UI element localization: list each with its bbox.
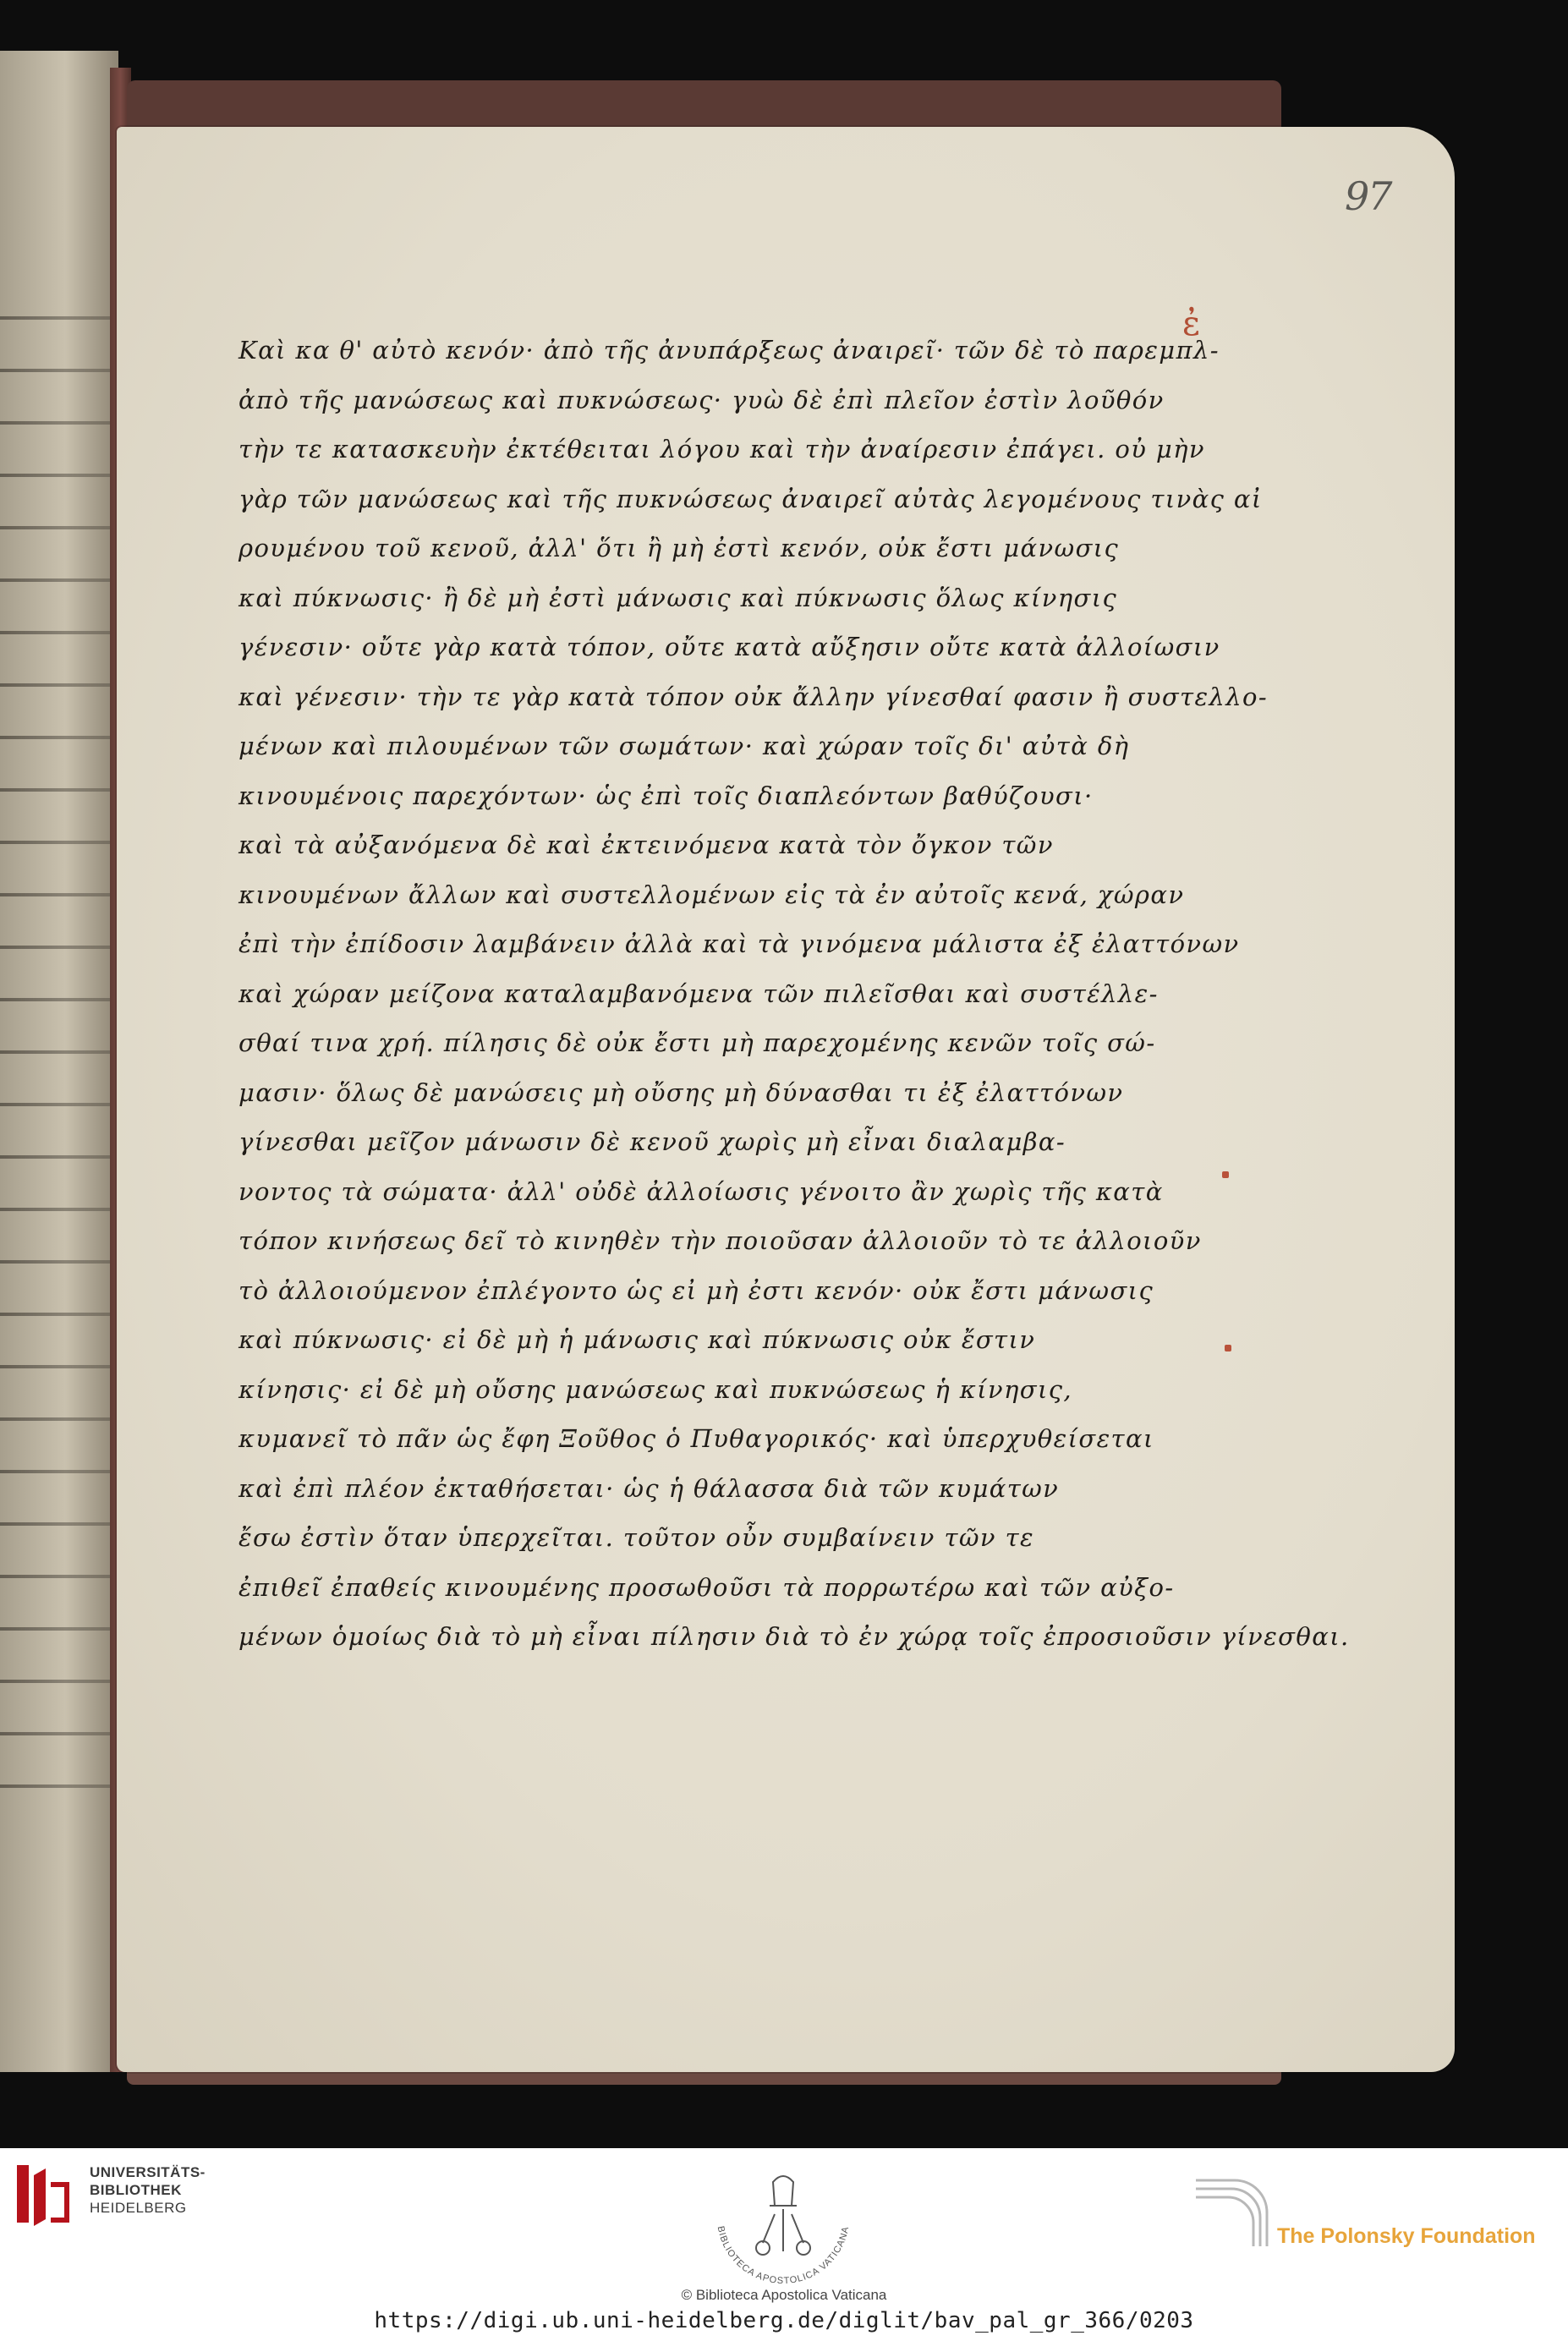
ub-heidelberg-label[interactable]: UNIVERSITÄTS- BIBLIOTHEK HEIDELBERG (90, 2164, 206, 2216)
manuscript-line: κινουμένοις παρεχόντων· ὡς ἐπὶ τοῖς διαπλεόντων βαθύζουσι· (238, 781, 1094, 810)
manuscript-line: μένων καὶ πιλουμένων τῶν σωμάτων· καὶ χώραν τοῖς δι' αὐτὰ δὴ (238, 732, 1130, 760)
manuscript-line: τόπον κινήσεως δεῖ τὸ κινηθὲν τὴν ποιοῦσαν ἀλλοιοῦν τὸ τε ἀλλοιοῦν (238, 1226, 1202, 1255)
manuscript-line: ρουμένου τοῦ κενοῦ, ἀλλ' ὅτι ἢ μὴ ἐστὶ κενόν, οὐκ ἔστι μάνωσις (238, 534, 1120, 562)
manuscript-line: ἐπιθεῖ ἐπαθείς κινουμένης προσωθοῦσι τὰ πορρωτέρω καὶ τῶν αὐξο- (238, 1572, 1175, 1602)
manuscript-line: νοντος τὰ σώματα· ἀλλ' οὐδὲ ἀλλοίωσις γένοιτο ἂν χωρὶς τῆς κατὰ (238, 1176, 1164, 1206)
manuscript-line: καὶ τὰ αὐξανόμενα δὲ καὶ ἐκτεινόμενα κατὰ τὸν ὄγκον τῶν (238, 831, 1054, 859)
polonsky-foundation-label[interactable]: The Polonsky Foundation (1277, 2224, 1536, 2248)
manuscript-line: γὰρ τῶν μανώσεως καὶ τῆς πυκνώσεως ἀναιρεῖ αὐτὰς λεγομένους τινὰς αἰ (238, 484, 1263, 513)
manuscript-text (238, 326, 1350, 1662)
manuscript-line: καὶ ἐπὶ πλέον ἐκταθήσεται· ὡς ἡ θάλασσα διὰ τῶν κυμάτων (238, 1473, 1060, 1503)
manuscript-line: τὴν τε κατασκευὴν ἐκτέθειται λόγου καὶ τὴν ἀναίρεσιν ἐπάγει. οὐ μὴν (238, 435, 1205, 463)
manuscript-line: καὶ πύκνωσις· ἢ δὲ μὴ ἐστὶ μάνωσις καὶ πύκνωσις ὅλως κίνησις (238, 583, 1118, 612)
footer (0, 2148, 1568, 2341)
manuscript-line: γίνεσθαι μεῖζον μάνωσιν δὲ κενοῦ χωρὶς μὴ εἶναι διαλαμβα- (238, 1127, 1066, 1156)
manuscript-line: ἔσω ἐστὶν ὅταν ὑπερχεῖται. τοῦτον οὖν συμβαίνειν τῶν τε (238, 1523, 1034, 1552)
source-url[interactable]: https://digi.ub.uni-heidelberg.de/diglit/bav_pal_gr_366/0203 (374, 2308, 1194, 2333)
manuscript-line: σθαί τινα χρή. πίλησις δὲ οὐκ ἔστι μὴ παρεχομένης κενῶν τοῖς σώ- (238, 1028, 1156, 1057)
red-margin-dot (1222, 1171, 1229, 1178)
folio-number: 97 (1345, 173, 1391, 219)
ub-heidelberg-logo-icon[interactable] (17, 2165, 74, 2223)
manuscript-line: γένεσιν· οὔτε γὰρ κατὰ τόπον, οὔτε κατὰ αὔξησιν οὔτε κατὰ ἀλλοίωσιν (238, 633, 1220, 661)
red-margin-dot (1225, 1345, 1231, 1351)
margin-rubric: ἐ (1182, 304, 1201, 343)
manuscript-line: καὶ γένεσιν· τὴν τε γὰρ κατὰ τόπον οὐκ ἄλλην γίνεσθαί φασιν ἢ συστελλο- (238, 682, 1269, 711)
vatican-label: BIBLIOTECA APOSTOLICA VATICANA (715, 2225, 852, 2287)
manuscript-line: Καὶ κα θ' αὐτὸ κενόν· ἀπὸ τῆς ἀνυπάρξεως ἀναιρεῖ· τῶν δὲ τὸ παρεμπλ- (238, 336, 1220, 365)
manuscript-line: μασιν· ὅλως δὲ μανώσεις μὴ οὔσης μὴ δύνασθαι τι ἐξ ἐλαττόνων (238, 1077, 1124, 1107)
copyright-credit: © Biblioteca Apostolica Vaticana (681, 2287, 887, 2303)
manuscript-line: κίνησις· εἰ δὲ μὴ οὔσης μανώσεως καὶ πυκνώσεως ἡ κίνησις, (238, 1374, 1073, 1404)
manuscript-line: κινουμένων ἄλλων καὶ συστελλομένων εἰς τὰ ἐν αὐτοῖς κενά, χώραν (238, 880, 1185, 909)
vatican-library-emblem-icon[interactable] (699, 2167, 868, 2306)
manuscript-line: κυμανεῖ τὸ πᾶν ὡς ἔφη Ξοῦθος ὁ Πυθαγορικός· καὶ ὑπερχυθείσεται (238, 1424, 1154, 1453)
manuscript-line: τὸ ἀλλοιούμενον ἐπλέγοντο ὡς εἰ μὴ ἐστι κενόν· οὐκ ἔστι μάνωσις (238, 1275, 1154, 1305)
manuscript-line: ἐπὶ τὴν ἐπίδοσιν λαμβάνειν ἀλλὰ καὶ τὰ γινόμενα μάλιστα ἐξ ἐλαττόνων (238, 929, 1240, 958)
cover-edge-top (127, 80, 1281, 131)
manuscript-line: καὶ χώραν μείζονα καταλαμβανόμενα τῶν πιλεῖσθαι καὶ συστέλλε- (238, 979, 1159, 1008)
manuscript-line: ἀπὸ τῆς μανώσεως καὶ πυκνώσεως· γυὼ δὲ ἐπὶ πλεῖον ἐστὶν λοῦθόν (238, 385, 1165, 414)
polonsky-foundation-logo-icon[interactable] (1194, 2174, 1270, 2250)
manuscript-line: καὶ πύκνωσις· εἰ δὲ μὴ ἡ μάνωσις καὶ πύκνωσις οὐκ ἔστιν (238, 1325, 1036, 1354)
previous-page-text (0, 279, 110, 1818)
manuscript-line: μένων ὁμοίως διὰ τὸ μὴ εἶναι πίλησιν διὰ τὸ ἐν χώρᾳ τοῖς ἐπροσιοῦσιν γίνεσθαι. (238, 1622, 1350, 1651)
